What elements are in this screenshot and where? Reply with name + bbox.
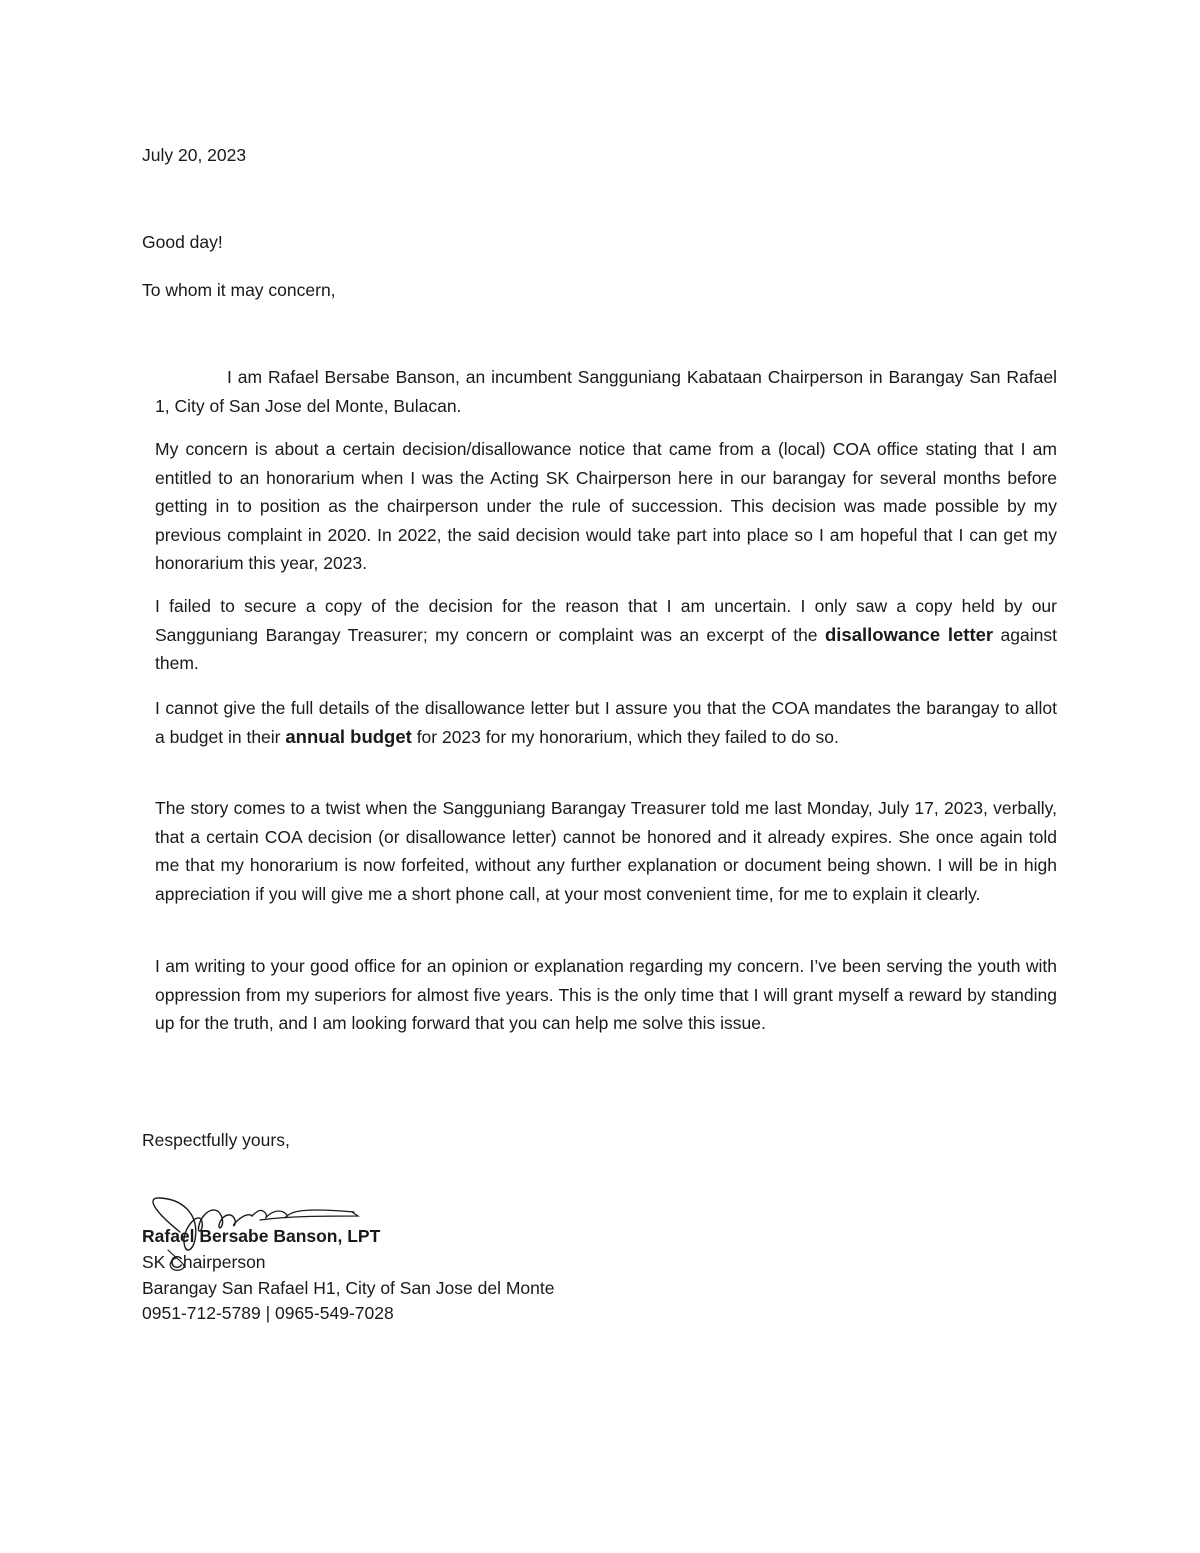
- paragraph-request: I am writing to your good office for an opinion or explanation regarding my concern. I’ve been serving the youth with oppression from my superiors for almost five years. This is the only time that I will grant myself a reward by standing up for the truth, and I am looking forward that you can help me solve this issue.: [155, 956, 1057, 1034]
- paragraph-budget-bold: annual budget: [285, 725, 412, 747]
- paragraph-budget: [155, 694, 1057, 751]
- salutation: To whom it may concern,: [142, 280, 336, 300]
- paragraph-intro-text: I am Rafael Bersabe Banson, an incumbent Sangguniang Kabataan Chairperson in Barangay San Rafael 1, City of San Jose del Monte, Bulacan.: [155, 367, 1057, 416]
- paragraph-concern: My concern is about a certain decision/disallowance notice that came from a (local) COA office stating that I am entitled to an honorarium when I was the Acting SK Chairperson here in our barangay for several months before getting in to position as the chairperson under the rule of succession. This decision was made possible by my previous complaint in 2020. In 2022, the said decision would take part into place so I am hopeful that I can get my honorarium this year, 2023.: [155, 439, 1057, 574]
- closing: Respectfully yours,: [142, 1130, 290, 1150]
- signatory-phones: 0951-712-5789 | 0965-549-7028: [142, 1303, 394, 1323]
- paragraph-twist: The story comes to a twist when the Sangguniang Barangay Treasurer told me last Monday, July 17, 2023, verbally, that a certain COA decision (or disallowance letter) cannot be honored and it already expires. She once again told me that my honorarium is now forfeited, without any further explanation or document being shown. I will be in high appreciation if you will give me a short phone call, at your most convenient time, for me to explain it clearly.: [155, 798, 1057, 904]
- paragraph-copy-text-b: against them.: [155, 624, 1057, 674]
- paragraph-budget-text-a: I cannot give the full details of the disallowance letter but I assure you that the COA mandates the barangay to allot a budget in their: [155, 698, 1057, 747]
- signatory-position: SK Chairperson: [142, 1252, 266, 1272]
- paragraph-copy: [155, 592, 1057, 678]
- letter-date: July 20, 2023: [142, 145, 247, 165]
- paragraph-intro: [155, 363, 1057, 420]
- signatory-address: Barangay San Rafael H1, City of San Jose del Monte: [142, 1278, 555, 1298]
- paragraph-copy-bold: disallowance letter: [824, 623, 994, 645]
- paragraph-copy-text-a: I failed to secure a copy of the decision for the reason that I am uncertain. I only saw a copy held by our Sangguniang Barangay Treasurer; my concern or complaint was an excerpt of the: [155, 596, 1057, 645]
- greeting: Good day!: [142, 232, 223, 252]
- paragraph-budget-text-b: for 2023 for my honorarium, which they failed to do so.: [416, 726, 839, 747]
- signatory-name: Rafael Bersabe Banson, LPT: [142, 1226, 381, 1246]
